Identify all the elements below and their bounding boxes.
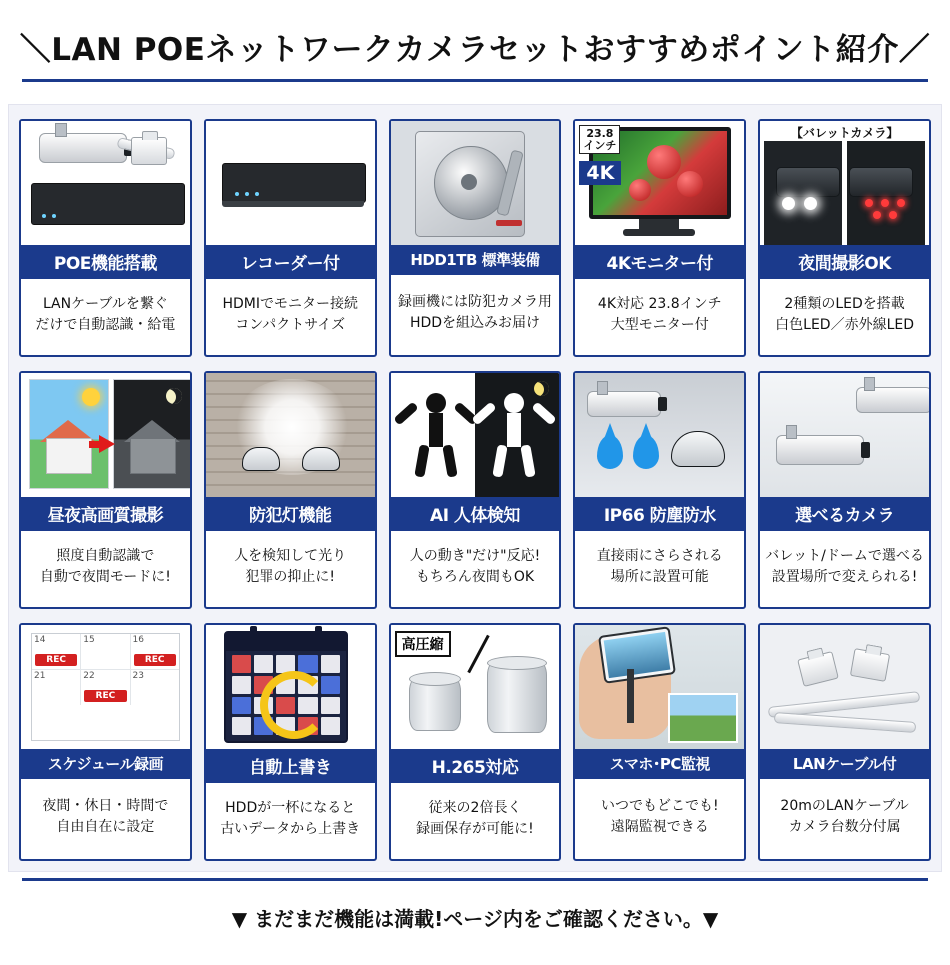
inch-value: 23.8 xyxy=(586,127,614,140)
feature-card-ai-detect xyxy=(389,371,562,609)
smartphone-remote-view-photo xyxy=(575,625,744,749)
nvr-recorder-photo xyxy=(206,121,375,245)
feature-card-desc xyxy=(391,275,560,355)
desc-line-1: 4K対応 23.8インチ xyxy=(597,296,722,313)
feature-card-title: POE機能搭載 xyxy=(21,245,190,279)
desc-line-2: だけで自動認識・給電 xyxy=(35,317,176,333)
calendar-day: 22 xyxy=(83,670,95,681)
ai-human-detection-icon xyxy=(391,373,560,497)
high-compression-badge: 高圧縮 xyxy=(395,631,451,657)
feature-card-title: スケジュール録画 xyxy=(21,749,190,779)
desc-line-1: 人を検知して光り xyxy=(234,548,347,565)
feature-card-poe xyxy=(19,119,192,357)
desc-line-1: 人の動き"だけ"反応! xyxy=(409,548,541,565)
waterproof-cameras-photo xyxy=(575,373,744,497)
desc-line-2: 自由自在に設定 xyxy=(56,819,155,835)
desc-line-1: 従来の2倍長く xyxy=(428,800,522,817)
desc-line-1: 20mのLANケーブル xyxy=(780,798,909,815)
feature-card-desc xyxy=(21,279,190,355)
feature-card-title: 昼夜高画質撮影 xyxy=(21,497,190,531)
lan-cable-photo xyxy=(760,625,929,749)
feature-card-day-night xyxy=(19,371,192,609)
desc-line-1: いつでもどこでも! xyxy=(600,798,719,815)
compression-cylinders-illustration xyxy=(391,625,560,749)
desc-line-1: HDDが一杯になると xyxy=(225,800,356,817)
rec-badge: REC xyxy=(35,654,77,666)
hard-disk-drive-photo xyxy=(391,121,560,245)
monitor-inch-badge xyxy=(579,125,620,154)
night-vision-cameras-photo xyxy=(760,121,929,245)
desc-line-1: HDMIでモニター接続 xyxy=(222,296,358,313)
desc-line-2: 白色LED／赤外線LED xyxy=(775,317,915,333)
schedule-calendar-illustration xyxy=(21,625,190,749)
feature-card-desc xyxy=(206,783,375,859)
feature-card-title: AI 人体検知 xyxy=(391,497,560,531)
feature-card-desc xyxy=(391,531,560,607)
desc-line-2: 録画保存が可能に! xyxy=(416,821,534,837)
desc-line-2: 犯罪の抑止に! xyxy=(245,569,335,585)
poe-camera-and-recorder-photo xyxy=(21,121,190,245)
bullet-camera-caption: 【バレットカメラ】 xyxy=(790,126,899,140)
feature-card-desc xyxy=(21,779,190,859)
feature-card-title: LANケーブル付 xyxy=(760,749,929,779)
desc-line-1: 2種類のLEDを搭載 xyxy=(784,296,905,313)
feature-card-desc xyxy=(206,279,375,355)
calendar-day: 14 xyxy=(34,635,46,645)
desc-line-1: 録画機には防犯カメラ用 xyxy=(397,294,552,311)
feature-card-night xyxy=(758,119,931,357)
desc-line-1: バレット/ドームで選べる xyxy=(765,548,924,565)
calendar-day: 16 xyxy=(132,635,144,645)
feature-card-camera-choice xyxy=(758,371,931,609)
feature-card-title: レコーダー付 xyxy=(206,245,375,279)
feature-card-desc xyxy=(575,531,744,607)
day-night-house-illustration xyxy=(21,373,190,497)
feature-card-lan-cable xyxy=(758,623,931,861)
desc-line-2: 遠隔監視できる xyxy=(610,819,709,835)
rec-badge: REC xyxy=(134,654,176,666)
header-divider xyxy=(22,79,928,82)
desc-line-1: 照度自動認識で xyxy=(56,548,155,565)
footer-divider xyxy=(22,878,928,881)
feature-card-desc xyxy=(575,279,744,355)
desc-line-1: 直接雨にさらされる xyxy=(596,548,723,565)
feature-card-desc xyxy=(575,779,744,859)
feature-card-monitor xyxy=(573,119,746,357)
monitor-4k-badge: 4K xyxy=(579,161,621,185)
desc-line-2: もちろん夜間もOK xyxy=(415,569,535,585)
desc-line-2: カメラ台数分付属 xyxy=(788,819,901,835)
desc-line-2: 古いデータから上書き xyxy=(220,821,361,837)
feature-card-desc xyxy=(760,531,929,607)
feature-card-desc xyxy=(206,531,375,607)
footer-note: ▼ まだまだ機能は満載!ページ内をご確認ください。▼ xyxy=(231,907,719,931)
desc-line-2: 場所に設置可能 xyxy=(610,569,709,585)
page-header xyxy=(0,0,950,92)
feature-card-title: スマホ･PC監視 xyxy=(575,749,744,779)
desc-line-1: LANケーブルを繋ぐ xyxy=(42,296,168,313)
feature-card-security-light xyxy=(204,371,377,609)
calendar-day: 23 xyxy=(132,670,144,681)
feature-card-desc xyxy=(391,783,560,859)
desc-line-2: HDDを組込みお届け xyxy=(409,315,541,331)
camera-type-choice-photo xyxy=(760,373,929,497)
4k-monitor-photo xyxy=(575,121,744,245)
features-panel xyxy=(8,104,942,872)
feature-card-desc xyxy=(21,531,190,607)
feature-card-remote-view xyxy=(573,623,746,861)
desc-line-2: 大型モニター付 xyxy=(610,317,709,333)
feature-card-recorder xyxy=(204,119,377,357)
desc-line-2: コンパクトサイズ xyxy=(235,317,346,333)
feature-card-waterproof xyxy=(573,371,746,609)
feature-card-title: 選べるカメラ xyxy=(760,497,929,531)
desc-line-2: 自動で夜間モードに! xyxy=(39,569,171,585)
calendar-day: 21 xyxy=(34,670,46,681)
feature-card-title: 防犯灯機能 xyxy=(206,497,375,531)
feature-card-desc xyxy=(760,279,929,355)
feature-card-title: 4Kモニター付 xyxy=(575,245,744,279)
feature-card-title: 自動上書き xyxy=(206,749,375,783)
feature-card-desc xyxy=(760,779,929,859)
feature-card-title: HDD1TB 標準装備 xyxy=(391,245,560,275)
feature-grid xyxy=(19,119,931,861)
rec-badge: REC xyxy=(84,690,126,702)
auto-overwrite-calendar-icon xyxy=(206,625,375,749)
page-footer xyxy=(0,878,950,932)
feature-card-hdd xyxy=(389,119,562,357)
feature-card-title: 夜間撮影OK xyxy=(760,245,929,279)
desc-line-1: 夜間・休日・時間で xyxy=(42,798,169,815)
feature-card-auto-overwrite xyxy=(204,623,377,861)
page-title: ＼LAN POEネットワークカメラセットおすすめポイント紹介／ xyxy=(19,31,931,68)
feature-card-title: IP66 防塵防水 xyxy=(575,497,744,531)
security-light-photo xyxy=(206,373,375,497)
feature-card-title: H.265対応 xyxy=(391,749,560,783)
calendar-day: 15 xyxy=(83,635,95,645)
desc-line-2: 設置場所で変えられる! xyxy=(771,569,918,585)
feature-card-schedule xyxy=(19,623,192,861)
feature-card-h265 xyxy=(389,623,562,861)
inch-unit: インチ xyxy=(583,138,617,152)
